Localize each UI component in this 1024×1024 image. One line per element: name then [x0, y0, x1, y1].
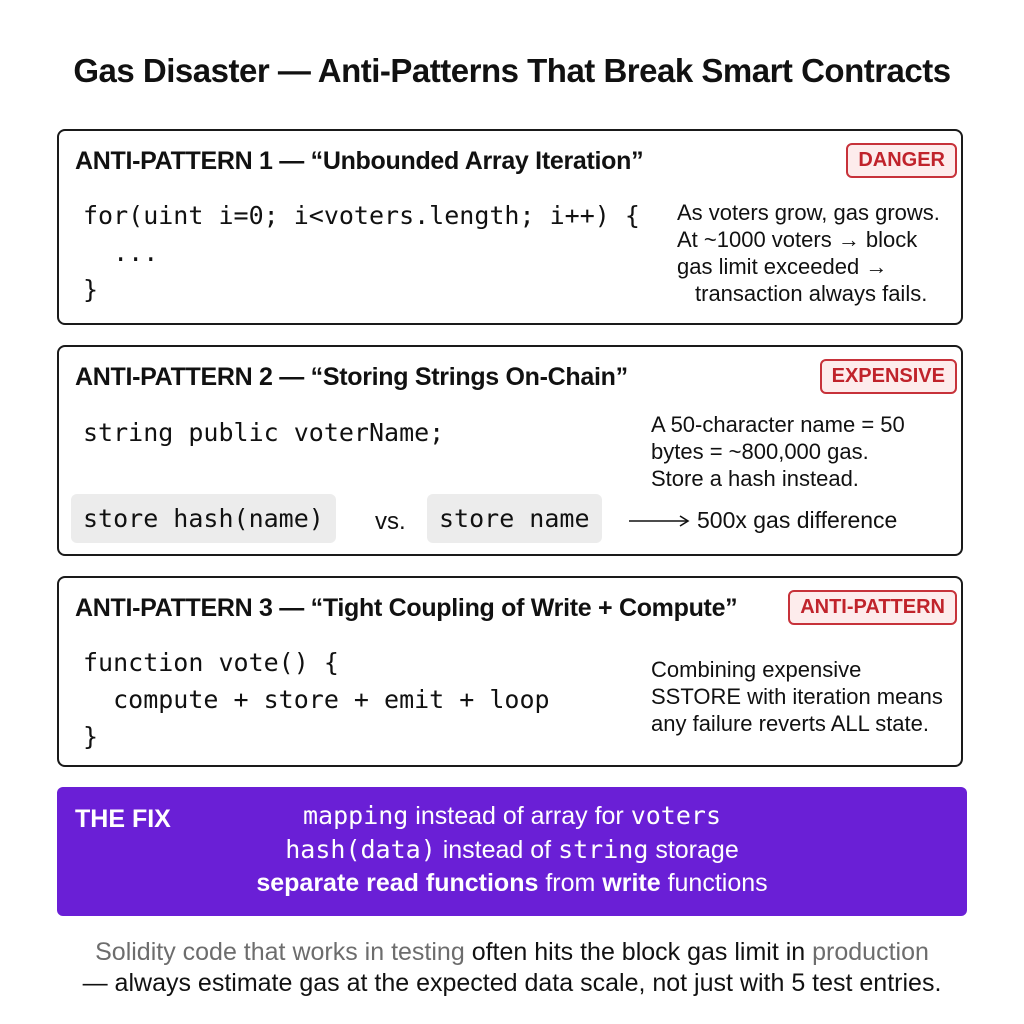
code-line: string public voterName; — [83, 418, 445, 447]
code-pill-hash: store hash(name) — [71, 494, 336, 543]
fix-code: hash(data) — [285, 835, 436, 864]
card-title: ANTI-PATTERN 1 — “Unbounded Array Iteration” — [75, 147, 644, 175]
footer-muted: production — [812, 938, 929, 966]
code-pill-name: store name — [427, 494, 602, 543]
code-block — [83, 644, 550, 755]
page-title: Gas Disaster — Anti-Patterns That Break Smart Contracts — [73, 52, 951, 89]
fix-code: mapping — [303, 801, 409, 830]
code-line: ... — [83, 238, 159, 267]
fix-text: from — [538, 869, 603, 897]
note-line: Store a hash instead. — [651, 466, 859, 491]
fix-bold: write — [602, 869, 661, 897]
fix-line-2 — [57, 835, 967, 865]
footer-muted: Solidity code that works in testing — [95, 938, 465, 966]
note-line: Combining expensive — [651, 657, 862, 682]
code-line: } — [83, 275, 99, 304]
fix-bold: separate read functions — [256, 869, 539, 897]
footer-line-2: — always estimate gas at the expected data scale, not just with 5 test entries. — [82, 969, 942, 997]
note-line: A 50-character name = 50 — [651, 412, 905, 437]
note-line: gas limit exceeded → — [677, 254, 888, 279]
anti-pattern-card-1 — [57, 129, 963, 325]
anti-pattern-card-3 — [57, 576, 963, 767]
anti-pattern-card-2 — [57, 345, 963, 556]
fix-text: storage — [648, 836, 739, 864]
danger-badge: DANGER — [846, 143, 957, 178]
card-title: ANTI-PATTERN 2 — “Storing Strings On-Chain” — [75, 363, 628, 391]
fix-label: THE FIX — [75, 805, 171, 833]
fix-code: string — [558, 835, 649, 864]
right-arrow-icon — [629, 514, 691, 528]
expensive-badge: EXPENSIVE — [820, 359, 957, 394]
footer-text: often hits the block gas limit in — [464, 938, 813, 966]
card-title: ANTI-PATTERN 3 — “Tight Coupling of Write + Compute” — [75, 594, 738, 622]
note-line: At ~1000 voters → block — [677, 227, 918, 252]
footer-line-1 — [0, 937, 1024, 968]
result-text: 500x gas difference — [697, 507, 898, 533]
note-line: SSTORE with iteration means — [651, 684, 943, 709]
fix-line-1 — [57, 801, 967, 831]
fix-panel — [57, 787, 967, 916]
note-line: transaction always fails. — [695, 281, 928, 306]
comparison-result — [629, 507, 897, 534]
fix-line-3 — [57, 869, 967, 898]
code-line: compute + store + emit + loop — [83, 685, 550, 714]
explanation-note — [677, 199, 940, 307]
explanation-note — [651, 656, 943, 737]
code-line: for(uint i=0; i<voters.length; i++) { — [83, 201, 640, 230]
explanation-note — [651, 411, 905, 492]
fix-code: voters — [630, 801, 721, 830]
anti-pattern-badge: ANTI-PATTERN — [788, 590, 957, 625]
vs-label: vs. — [375, 508, 406, 535]
code-line: function vote() { — [83, 648, 339, 677]
code-line: } — [83, 722, 99, 751]
code-block — [83, 197, 640, 308]
note-line: As voters grow, gas grows. — [677, 200, 940, 225]
note-line: bytes = ~800,000 gas. — [651, 439, 869, 464]
fix-text: instead of — [435, 836, 559, 864]
footer-caption — [0, 937, 1024, 999]
fix-text: instead of array for — [408, 802, 631, 830]
fix-text: functions — [660, 869, 768, 897]
note-line: any failure reverts ALL state. — [651, 711, 929, 736]
